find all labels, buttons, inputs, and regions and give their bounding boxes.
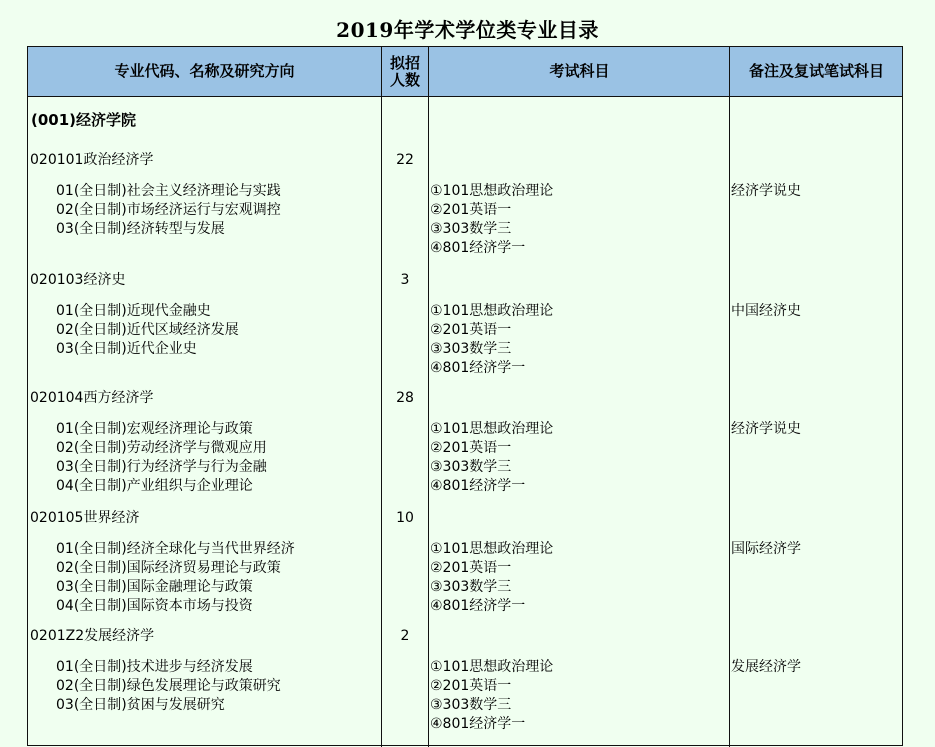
- quota-value: 10: [396, 510, 414, 526]
- research-direction: 01(全日制)技术进步与经济发展: [56, 659, 253, 675]
- exam-subject: ①101思想政治理论: [430, 659, 554, 675]
- exam-subject: ④801经济学一: [430, 598, 526, 614]
- retest-subject: 经济学说史: [731, 183, 801, 199]
- research-direction: 03(全日制)贫困与发展研究: [56, 697, 225, 713]
- major-name: 020101政治经济学: [30, 152, 154, 168]
- major-name: 020103经济史: [30, 272, 126, 288]
- quota-value: 3: [400, 272, 410, 288]
- research-direction: 04(全日制)产业组织与企业理论: [56, 478, 253, 494]
- exam-subject: ③303数学三: [430, 579, 512, 595]
- page-title: 2019年学术学位类专业目录: [336, 18, 599, 42]
- exam-subject: ①101思想政治理论: [430, 421, 554, 437]
- exam-subject: ②201英语一: [430, 202, 512, 218]
- exam-subject: ②201英语一: [430, 440, 512, 456]
- table-header: [28, 47, 902, 97]
- column-divider: [729, 47, 730, 747]
- retest-subject: 国际经济学: [731, 541, 801, 557]
- research-direction: 01(全日制)宏观经济理论与政策: [56, 421, 253, 437]
- research-direction: 01(全日制)近现代金融史: [56, 303, 211, 319]
- header-notes: 备注及复试笔试科目: [748, 62, 884, 80]
- retest-subject: 经济学说史: [731, 421, 801, 437]
- school-name: (001)经济学院: [31, 111, 137, 129]
- research-direction: 02(全日制)劳动经济学与微观应用: [56, 440, 267, 456]
- header-major: 专业代码、名称及研究方向: [114, 62, 295, 80]
- exam-subject: ④801经济学一: [430, 240, 526, 256]
- exam-subject: ②201英语一: [430, 560, 512, 576]
- header-quota-line1: 拟招: [389, 53, 420, 72]
- exam-subject: ③303数学三: [430, 341, 512, 357]
- exam-subject: ①101思想政治理论: [430, 303, 554, 319]
- research-direction: 01(全日制)经济全球化与当代世界经济: [56, 541, 295, 557]
- research-direction: 03(全日制)近代企业史: [56, 341, 197, 357]
- research-direction: 03(全日制)行为经济学与行为金融: [56, 459, 267, 475]
- research-direction: 02(全日制)国际经济贸易理论与政策: [56, 560, 281, 576]
- major-name: 0201Z2发展经济学: [30, 628, 155, 644]
- exam-subject: ①101思想政治理论: [430, 183, 554, 199]
- quota-value: 22: [396, 152, 414, 168]
- catalog-table: [27, 46, 903, 746]
- research-direction: 04(全日制)国际资本市场与投资: [56, 598, 253, 614]
- exam-subject: ③303数学三: [430, 221, 512, 237]
- exam-subject: ④801经济学一: [430, 360, 526, 376]
- exam-subject: ③303数学三: [430, 697, 512, 713]
- exam-subject: ④801经济学一: [430, 716, 526, 732]
- research-direction: 02(全日制)近代区域经济发展: [56, 322, 239, 338]
- research-direction: 02(全日制)绿色发展理论与政策研究: [56, 678, 281, 694]
- quota-value: 2: [400, 628, 410, 644]
- exam-subject: ①101思想政治理论: [430, 541, 554, 557]
- exam-subject: ②201英语一: [430, 322, 512, 338]
- header-quota-line2: 人数: [389, 70, 420, 89]
- retest-subject: 中国经济史: [731, 303, 801, 319]
- quota-value: 28: [396, 390, 414, 406]
- retest-subject: 发展经济学: [731, 659, 801, 675]
- header-subjects: 考试科目: [549, 62, 610, 80]
- header-quota: [382, 47, 428, 96]
- research-direction: 02(全日制)市场经济运行与宏观调控: [56, 202, 281, 218]
- research-direction: 03(全日制)国际金融理论与政策: [56, 579, 253, 595]
- research-direction: 01(全日制)社会主义经济理论与实践: [56, 183, 281, 199]
- exam-subject: ④801经济学一: [430, 478, 526, 494]
- exam-subject: ③303数学三: [430, 459, 512, 475]
- major-name: 020104西方经济学: [30, 390, 154, 406]
- exam-subject: ②201英语一: [430, 678, 512, 694]
- major-name: 020105世界经济: [30, 510, 140, 526]
- research-direction: 03(全日制)经济转型与发展: [56, 221, 225, 237]
